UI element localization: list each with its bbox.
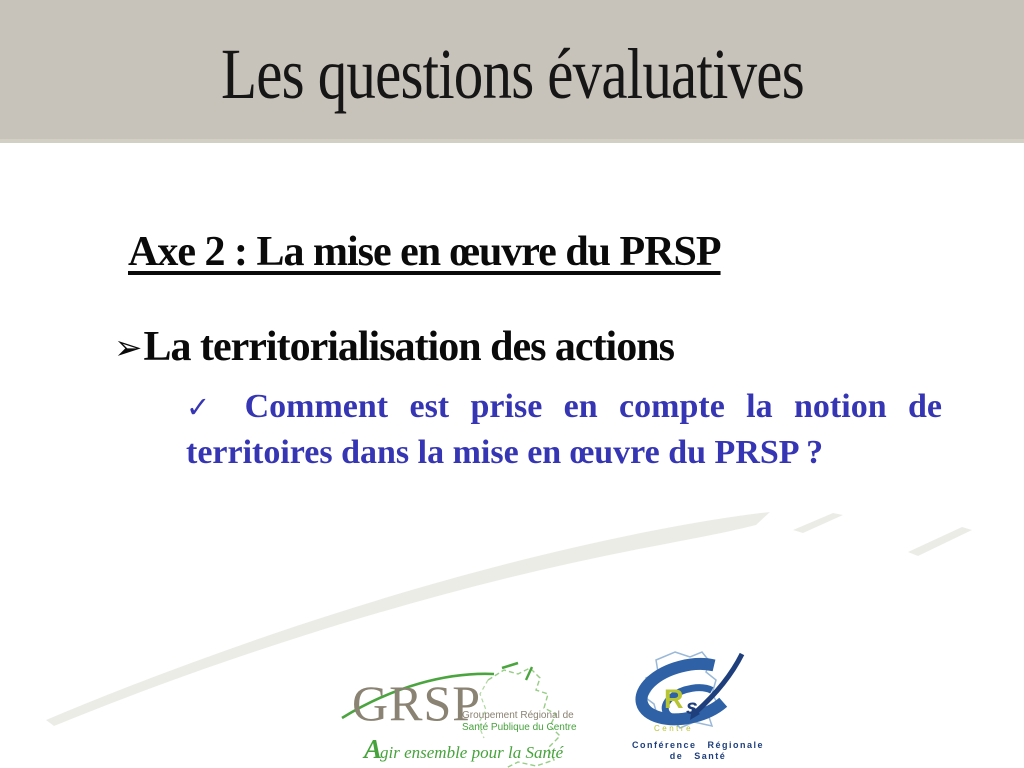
- grsp-org-line-1: Groupement Régional de: [462, 710, 574, 721]
- crs-region-label: Centre: [654, 724, 694, 733]
- grsp-swoosh-dash: [502, 663, 518, 668]
- bullet-text: La territorialisation des actions: [143, 324, 674, 370]
- bullet-line: [114, 323, 674, 371]
- grsp-slogan-rest: gir ensemble pour la Santé: [380, 743, 564, 762]
- crs-letter-s: s: [686, 696, 698, 719]
- question-block: [186, 384, 942, 476]
- crs-letter-r: R: [664, 684, 684, 714]
- grsp-org-text: [462, 710, 577, 734]
- check-icon: ✓: [186, 390, 224, 424]
- crs-caption: [620, 740, 776, 762]
- question-line-1-text: Comment est prise en compte la notion de: [244, 388, 942, 425]
- question-line-2: territoires dans la mise en œuvre du PRSP ?: [186, 434, 824, 471]
- grsp-logo: [338, 658, 602, 768]
- grsp-slogan-initial: A: [364, 734, 383, 764]
- grsp-org-line-2: Santé Publique du Centre: [462, 722, 577, 733]
- grsp-acronym: GRSP: [352, 675, 482, 731]
- crs-caption-line-1: Conférence Régionale: [631, 740, 765, 750]
- arrow-bullet-icon: ➢: [114, 328, 142, 368]
- crs-logo: [620, 650, 776, 768]
- grsp-slogan: [364, 734, 563, 765]
- question-line-1: [186, 384, 942, 430]
- axe-heading: Axe 2 : La mise en œuvre du PRSP: [128, 229, 721, 275]
- crs-caption-line-2: de Santé: [669, 751, 727, 761]
- crs-logo-art: [620, 650, 776, 740]
- slide-title: Les questions évaluatives: [220, 34, 804, 114]
- slide-header: [0, 0, 1024, 143]
